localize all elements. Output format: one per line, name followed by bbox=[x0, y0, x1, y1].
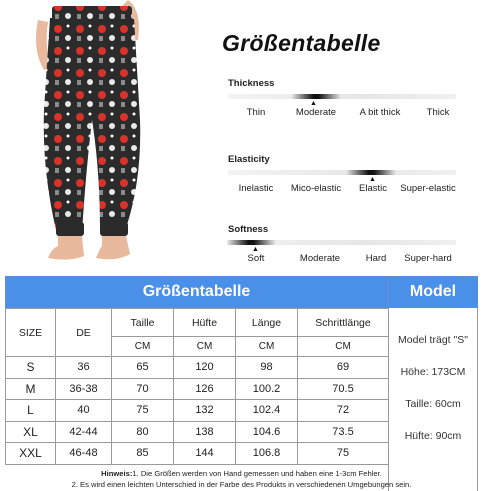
scale-label: A bit thick bbox=[359, 107, 401, 118]
table-cell: 73.5 bbox=[298, 421, 389, 443]
scale-label: Moderate bbox=[295, 107, 337, 118]
size-table-title: Größentabelle bbox=[5, 276, 388, 308]
model-waist: Taille: 60cm bbox=[405, 398, 461, 410]
triangle-marker-icon: ▲ bbox=[252, 246, 259, 253]
model-panel bbox=[388, 276, 478, 491]
col-header-taille: Taille bbox=[112, 309, 174, 337]
table-cell: 98 bbox=[236, 357, 298, 379]
scale-label: Elastic bbox=[359, 183, 387, 194]
scale-title: Softness bbox=[228, 224, 269, 235]
notes-line-1: 1. Die Größen werden von Hand gemessen und haben eine 1-3cm Fehler. bbox=[132, 469, 382, 478]
table-cell: 36-38 bbox=[56, 378, 112, 400]
table-cell: 106.8 bbox=[236, 443, 298, 465]
scale-label: Thick bbox=[426, 107, 450, 118]
notes bbox=[0, 469, 483, 490]
notes-line-2: 2. Es wird einen leichten Unterschied in der Farbe des Produkts in verschiedenen Umgebungen sein. bbox=[71, 479, 412, 489]
table-cell: L bbox=[6, 400, 56, 422]
scale-label: Inelastic bbox=[238, 183, 274, 194]
table-cell: 65 bbox=[112, 357, 174, 379]
col-header-schrittlaenge: Schrittlänge bbox=[298, 309, 389, 337]
unit-cell: CM bbox=[298, 337, 389, 357]
col-header-huefte: Hüfte bbox=[174, 309, 236, 337]
model-size: Model trägt "S" bbox=[398, 334, 468, 346]
table-cell: 75 bbox=[298, 443, 389, 465]
table-cell: 80 bbox=[112, 421, 174, 443]
table-cell: 69 bbox=[298, 357, 389, 379]
size-table bbox=[5, 276, 388, 465]
table-row bbox=[6, 400, 389, 422]
table-cell: 102.4 bbox=[236, 400, 298, 422]
table-cell: 126 bbox=[174, 378, 236, 400]
unit-cell: CM bbox=[174, 337, 236, 357]
scale-label: Super-hard bbox=[404, 253, 452, 264]
notes-label: Hinweis: bbox=[101, 469, 133, 478]
scale-label: Soft bbox=[247, 253, 265, 264]
scale-title: Thickness bbox=[228, 78, 275, 89]
table-row bbox=[6, 378, 389, 400]
table-cell: 72 bbox=[298, 400, 389, 422]
scale-label: Mico-elastic bbox=[290, 183, 342, 194]
scale-label: Thin bbox=[246, 107, 266, 118]
table-cell: 104.6 bbox=[236, 421, 298, 443]
model-title: Model bbox=[388, 276, 478, 308]
page-title: Größentabelle bbox=[222, 30, 381, 56]
triangle-marker-icon: ▲ bbox=[310, 100, 317, 107]
scale-indicator bbox=[346, 170, 396, 175]
table-cell: 40 bbox=[56, 400, 112, 422]
scale-indicator bbox=[226, 240, 276, 245]
table-row bbox=[6, 421, 389, 443]
scale-label: Moderate bbox=[299, 253, 341, 264]
table-cell: 100.2 bbox=[236, 378, 298, 400]
table-cell: M bbox=[6, 378, 56, 400]
scale-bar bbox=[228, 240, 456, 253]
table-cell: 46-48 bbox=[56, 443, 112, 465]
scale-indicator bbox=[291, 94, 341, 99]
scale-label: Super-elastic bbox=[400, 183, 456, 194]
table-cell: 120 bbox=[174, 357, 236, 379]
scale-bar bbox=[228, 170, 456, 183]
col-header-size: SIZE bbox=[6, 309, 56, 357]
table-cell: 85 bbox=[112, 443, 174, 465]
unit-cell: CM bbox=[112, 337, 174, 357]
table-cell: XL bbox=[6, 421, 56, 443]
table-cell: XXL bbox=[6, 443, 56, 465]
table-cell: 70 bbox=[112, 378, 174, 400]
scale-label: Hard bbox=[365, 253, 387, 264]
col-header-laenge: Länge bbox=[236, 309, 298, 337]
table-cell: S bbox=[6, 357, 56, 379]
table-cell: 144 bbox=[174, 443, 236, 465]
table-cell: 138 bbox=[174, 421, 236, 443]
model-height: Höhe: 173CM bbox=[400, 366, 466, 378]
scale-bar bbox=[228, 94, 456, 107]
table-cell: 42-44 bbox=[56, 421, 112, 443]
table-cell: 75 bbox=[112, 400, 174, 422]
thickness-scale bbox=[228, 78, 456, 121]
table-row bbox=[6, 443, 389, 465]
table-cell: 36 bbox=[56, 357, 112, 379]
softness-scale bbox=[228, 224, 456, 267]
table-cell: 70.5 bbox=[298, 378, 389, 400]
table-row bbox=[6, 357, 389, 379]
product-photo bbox=[30, 0, 170, 270]
col-header-de: DE bbox=[56, 309, 112, 357]
scale-title: Elasticity bbox=[228, 154, 270, 165]
model-hip: Hüfte: 90cm bbox=[404, 430, 462, 442]
triangle-marker-icon: ▲ bbox=[369, 176, 376, 183]
elasticity-scale bbox=[228, 154, 456, 197]
unit-cell: CM bbox=[236, 337, 298, 357]
table-cell: 132 bbox=[174, 400, 236, 422]
